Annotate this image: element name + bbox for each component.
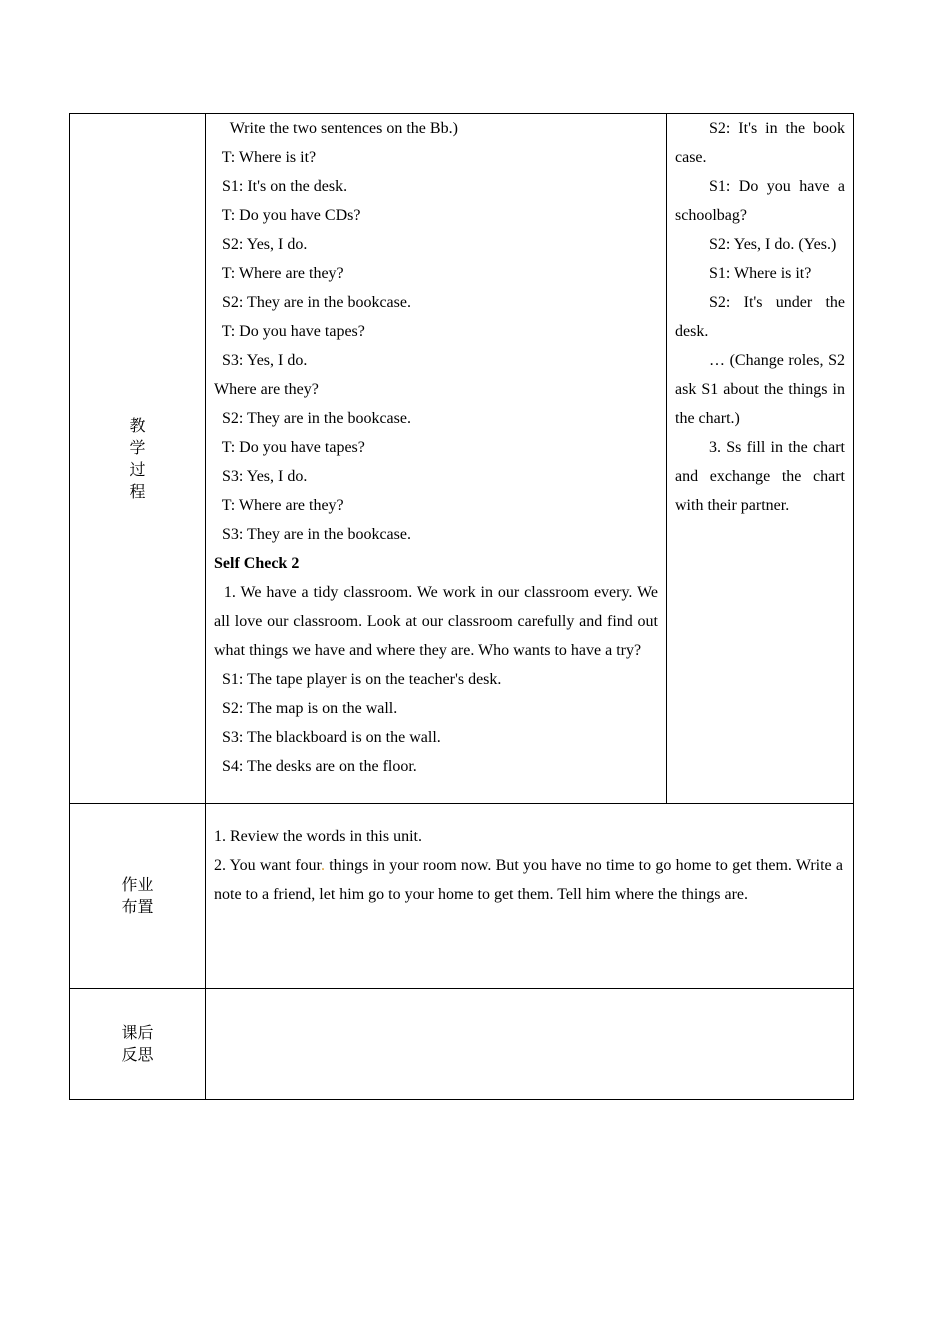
pair-work-paragraph: S1: Do you have a schoolbag? — [675, 178, 845, 224]
self-check-line: S4: The desks are on the floor. — [214, 758, 417, 775]
self-check-line: S1: The tape player is on the teacher's desk. — [214, 671, 502, 688]
dialogue-line: S2: They are in the bookcase. — [214, 410, 411, 427]
label-line: 作业 — [121, 875, 154, 894]
label-char: 学 — [129, 437, 146, 457]
pair-work-paragraph: S2: Yes, I do. (Yes.) — [709, 236, 837, 253]
reflection-label — [70, 1022, 205, 1066]
lesson-plan-table — [69, 113, 854, 1100]
homework-label-cell — [70, 804, 206, 989]
homework-item-1: 1. Review the words in this unit. — [214, 828, 422, 845]
self-check-line: S2: The map is on the wall. — [214, 700, 398, 717]
dialogue-line: T: Where are they? — [214, 265, 344, 282]
pair-work-paragraph: S2: It's under the desk. — [675, 294, 845, 340]
homework-item-2 — [214, 851, 843, 909]
homework-item-2-text: 2. You want four — [214, 857, 321, 874]
pair-work-paragraph: S1: Where is it? — [709, 265, 812, 282]
label-line: 反思 — [121, 1045, 154, 1064]
homework-label — [70, 874, 205, 918]
dialogue-line: Write the two sentences on the Bb.) — [214, 120, 458, 137]
dialogue-line: T: Do you have tapes? — [214, 323, 365, 340]
dialogue-line: S2: They are in the bookcase. — [214, 294, 411, 311]
teaching-process-label — [129, 415, 145, 503]
label-char: 过 — [129, 459, 146, 479]
teaching-process-row — [70, 114, 854, 804]
pair-work-paragraph: S2: It's in the book case. — [675, 120, 845, 166]
pair-work-paragraph: … (Change roles, S2 ask S1 about the things in the chart.) — [675, 352, 845, 427]
dialogue-line: S3: Yes, I do. — [214, 352, 308, 369]
dialogue-line: Where are they? — [214, 381, 319, 398]
dialogue-line: S1: It's on the desk. — [214, 178, 348, 195]
dialogue-line: T: Do you have CDs? — [214, 207, 361, 224]
reflection-label-cell — [70, 989, 206, 1100]
pair-work-paragraph: 3. Ss fill in the chart and exchange the chart with their partner. — [675, 439, 845, 514]
teaching-process-label-cell — [70, 114, 206, 804]
dialogue-line: T: Where are they? — [214, 497, 344, 514]
reflection-row — [70, 989, 854, 1100]
reflection-content-cell — [206, 989, 854, 1100]
label-char: 程 — [129, 481, 146, 501]
label-char: 教 — [129, 415, 146, 435]
dialogue-line: T: Do you have tapes? — [214, 439, 365, 456]
self-check-paragraph: 1. We have a tidy classroom. We work in our classroom every. We all love our classroom. Look at our classroom carefully and find out what things we have and where they are. Who wants to have a try? — [214, 584, 662, 659]
homework-item-2-text: things in your room now. But you have no time to go home to get them. Write a note to a friend, let him go to your home to get them. Tell him where the things are. — [214, 857, 843, 903]
pair-work-cell — [667, 114, 854, 804]
homework-item-2-mark: . — [320, 857, 325, 874]
homework-content-cell — [206, 804, 854, 989]
self-check-line: S3: The blackboard is on the wall. — [214, 729, 441, 746]
dialogue-line: S2: Yes, I do. — [214, 236, 308, 253]
teaching-process-main-cell — [206, 114, 667, 804]
dialogue-line: T: Where is it? — [214, 149, 317, 166]
label-line: 布置 — [121, 897, 154, 916]
label-line: 课后 — [121, 1023, 154, 1042]
dialogue-line: S3: They are in the bookcase. — [214, 526, 411, 543]
dialogue-line: S3: Yes, I do. — [214, 468, 308, 485]
self-check-heading: Self Check 2 — [214, 555, 300, 572]
homework-row — [70, 804, 854, 989]
